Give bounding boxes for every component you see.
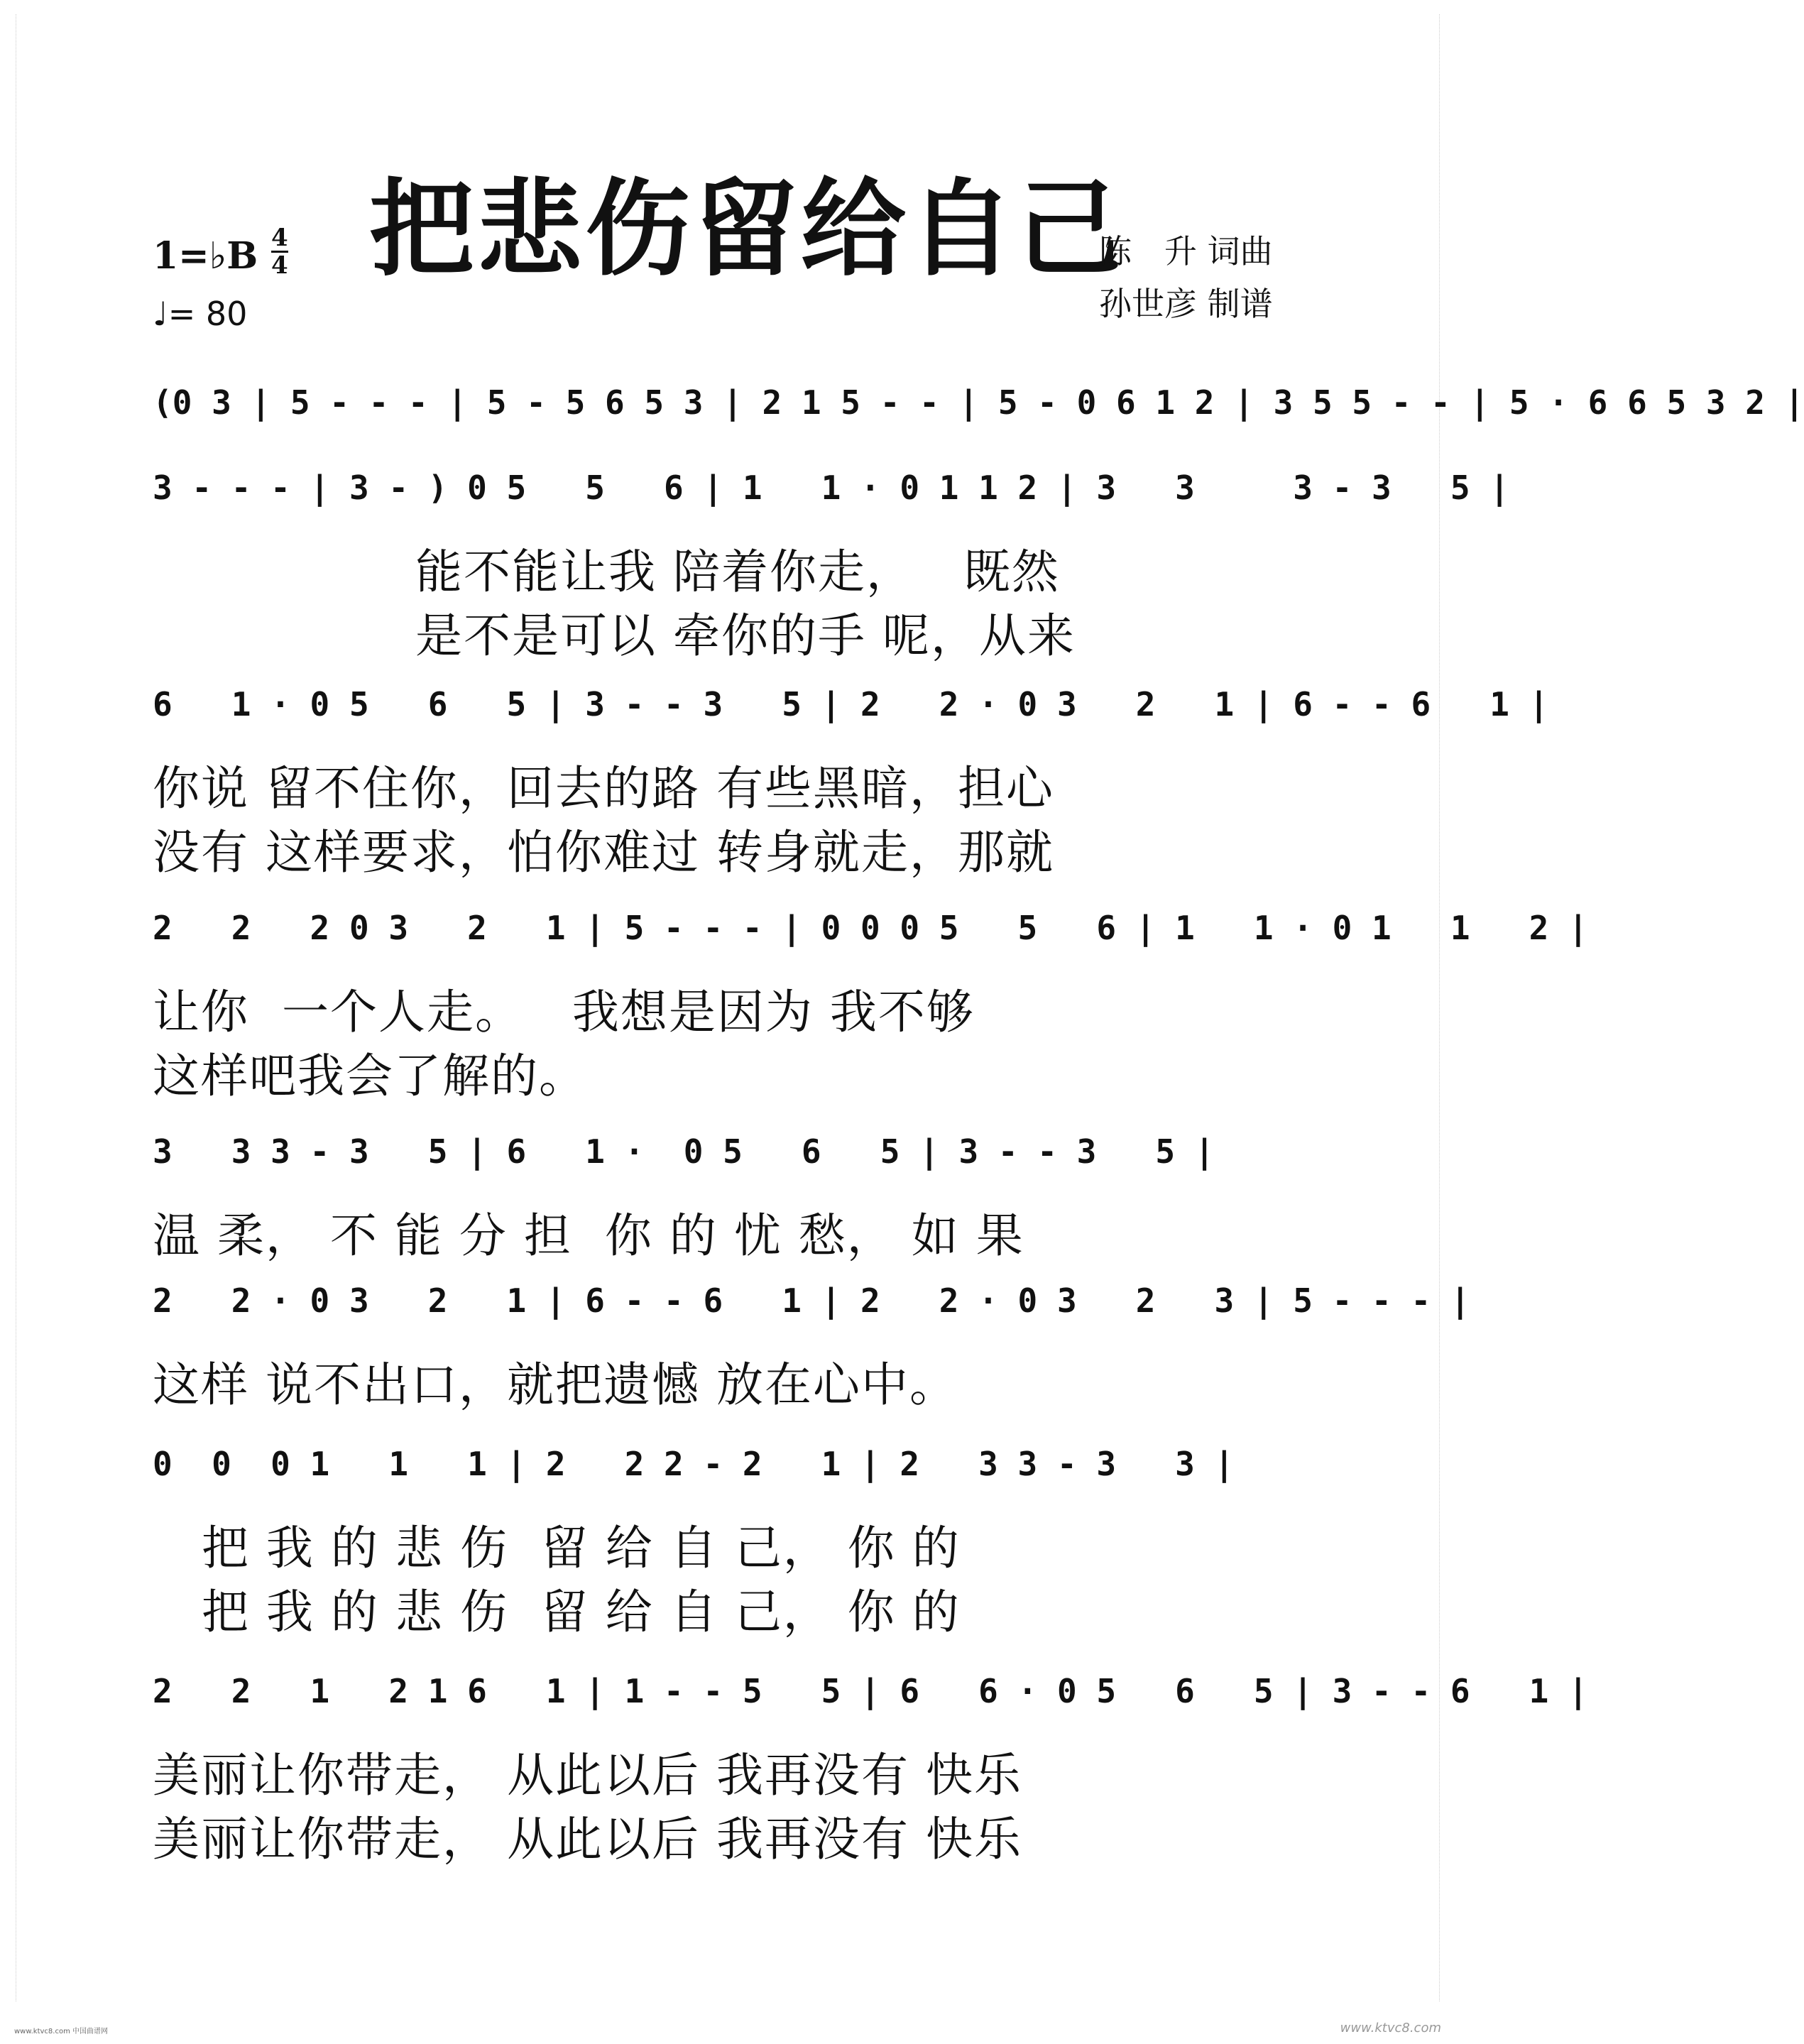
lyric-verse-2: 这样吧我会了解的。	[153, 1049, 587, 1103]
arranger-credit: 孙世彦 制谱	[1099, 285, 1273, 323]
lyric-verse-2: 把 我 的 悲 伤 留 给 自 己， 你 的	[153, 1585, 961, 1639]
notation-line: 6 1 · 0 5 6 5 | 3 - - 3 5 | 2 2 · 0 3 2 1 | 6 - - 6 1 |	[153, 685, 1549, 723]
notation-line: (0 3 | 5 - - - | 5 - 5 6 5 3 | 2 1 5 - - | 5 - 0 6 1 2 | 3 5 5 - - | 5 · 6 6 5 3 2 |	[153, 383, 1804, 422]
time-numerator: 4	[271, 224, 288, 252]
composer-credit: 陈 升 词曲	[1099, 232, 1273, 270]
time-signature	[271, 226, 288, 278]
lyric-verse-1: 让你 一个人走。 我想是因为 我不够	[153, 985, 975, 1039]
notation-line: 3 3 3 - 3 5 | 6 1 · 0 5 6 5 | 3 - - 3 5 |	[153, 1132, 1215, 1171]
lyric-verse-1: 能不能让我 陪着你走， 既然	[415, 545, 1060, 599]
lyric-verse-1: 把 我 的 悲 伤 留 给 自 己， 你 的	[153, 1521, 961, 1575]
lyric-verse-2: 没有 这样要求，怕你难过 转身就走，那就	[153, 825, 1054, 880]
song-title: 把悲伤留给自己	[369, 167, 1125, 290]
notation-line: 2 2 2 0 3 2 1 | 5 - - - | 0 0 0 5 5 6 | 1 1 · 0 1 1 2 |	[153, 909, 1588, 947]
notation-line: 3 - - - | 3 - ) 0 5 5 6 | 1 1 · 0 1 1 2 | 3 3 3 - 3 5 |	[153, 469, 1509, 507]
lyric-verse-2: 美丽让你带走， 从此以后 我再没有 快乐	[153, 1812, 1022, 1867]
notation-line: 2 2 · 0 3 2 1 | 6 - - 6 1 | 2 2 · 0 3 2 3 | 5 - - - |	[153, 1281, 1470, 1320]
lyric-verse-2: 是不是可以 牵你的手 呢，从来	[415, 608, 1076, 663]
notation-line: 2 2 1 2 1 6 1 | 1 - - 5 5 | 6 6 · 0 5 6 5 | 3 - - 6 1 |	[153, 1672, 1588, 1710]
lyric-verse-1: 温 柔， 不 能 分 担 你 的 忧 愁， 如 果	[153, 1208, 1024, 1263]
tempo-marking: ♩= 80	[153, 295, 248, 333]
time-denominator: 4	[271, 251, 288, 280]
notation-line: 0 0 0 1 1 1 | 2 2 2 - 2 1 | 2 3 3 - 3 3 |	[153, 1445, 1235, 1483]
key-signature: 1=♭B	[153, 234, 258, 278]
footer-watermark: www.ktvc8.com	[1340, 2021, 1441, 2035]
lyric-verse-1: 美丽让你带走， 从此以后 我再没有 快乐	[153, 1748, 1022, 1803]
lyric-verse-1: 你说 留不住你，回去的路 有些黑暗，担心	[153, 761, 1054, 816]
left-margin-mark	[6, 14, 16, 2001]
footer-site-text: www.ktvc8.com 中国曲谱网	[14, 2028, 109, 2035]
lyric-verse-1: 这样 说不出口，就把遗憾 放在心中。	[153, 1357, 958, 1412]
